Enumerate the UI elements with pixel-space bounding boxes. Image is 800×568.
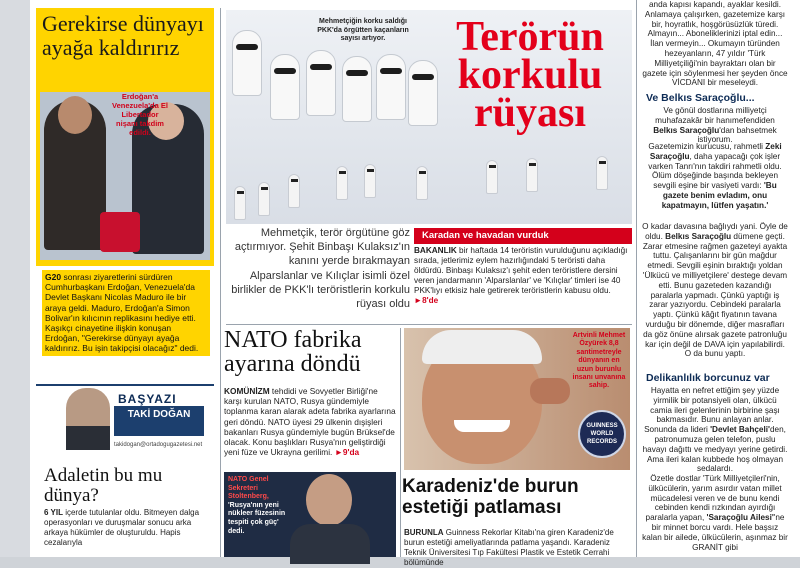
gerekirse-photo-caption: Erdoğan'a Venezuela'da El Libertador nişanı takdim edildi.: [112, 92, 168, 137]
belkis-subhead: Ve Belkıs Saraçoğlu...: [646, 92, 755, 104]
column-divider: [400, 328, 401, 557]
soldier-figure: [232, 30, 262, 96]
soldier-figure: [270, 54, 300, 120]
belkis-text-1: Ve gönül dostlarına milliyetçi muhafazakâr bir hanımefendiden: [655, 106, 775, 125]
gerekirse-headline[interactable]: Gerekirse dünyayı ayağa kaldırırız: [42, 11, 204, 60]
adalet-body-text: içerde tutulanlar oldu. Bitmeyen dalga operasyonları ve duruşmalar sonucu arka arkaya hükümler de oluşturuldu. Hapis cezalarıyla: [44, 508, 200, 547]
saracoglu-ailesi: 'Saraçoğlu Ailesi': [706, 513, 774, 523]
ozyurek-smile: [454, 420, 510, 432]
ski-soldier-mini: [288, 174, 300, 208]
gerekirse-body: [42, 270, 210, 356]
adalet-headline[interactable]: Adaletin bu mu dünya?: [44, 465, 163, 506]
belkis-story-paragraph: [642, 222, 788, 359]
rest-text-1: O kadar davasına bağlıydı yani. Öyle de oldu.: [642, 222, 788, 241]
nato-body-lead: KOMÜNİZM: [224, 386, 270, 396]
zeki-text-1: Gazetemizin kurucusu, rahmetli: [648, 142, 763, 151]
belkis-name: Belkıs Saraçoğlu: [653, 125, 720, 135]
columnist-photo: [66, 388, 110, 450]
nato-caption-part2: 'Rusya'nın yeni nükleer füzesinin tespiti çok güç' dedi.: [228, 501, 286, 535]
basyazi-label: BAŞYAZI: [118, 392, 177, 406]
belkis-paragraph: [642, 106, 788, 145]
columnist-name[interactable]: TAKİ DOĞAN: [114, 406, 204, 436]
ski-soldier-mini: [234, 186, 246, 220]
ozyurek-hair: [422, 330, 542, 364]
nato-photo-caption: [228, 476, 296, 536]
feature-lede: Mehmetçik, terör örgütüne göz açtırmıyor. Şehit Binbaşı Kulaksız'ın kanını yerde bırakmayan Alparslanlar ve Kılıçlar isimli özel birlikler de PKK'lı teröristlerin korkulu rüyası oldu: [231, 227, 410, 311]
columnist-email[interactable]: takidogan@ortadogugazetesi.net: [114, 442, 203, 448]
zeki-text-2: , daha yapacağı çok işler varken Tanrı'nın takdiri rahmetli oldu. Ölüm döşeğinde başında bekleyen sevgili eşine bir vasiyeti vardı:: [648, 151, 782, 191]
column-divider: [220, 8, 221, 557]
soldier-goggles: [380, 68, 402, 74]
delikanlilik-subhead: Delikanlılık borcunuz var: [646, 372, 770, 384]
nato-caption-part1: NATO Genel Sekreteri Stoltenberg,: [228, 476, 269, 501]
nato-headline[interactable]: NATO fabrika ayarına döndü: [224, 327, 362, 377]
soldier-goggles: [346, 70, 368, 76]
soldier-figure: [342, 56, 372, 122]
stoltenberg-face: [306, 474, 352, 526]
sonu-text-1: Hayatta en nefret ettiğim şey yüzde yirmilik bir potansiyeli olan, ülkücü camia ileri gelenlerinin birbirine şaşı bakmasıdır. Bunu anlayan anlar. Sonunda da lideri: [644, 386, 780, 435]
ski-soldier-mini: [596, 156, 608, 190]
karadeniz-body-lead: BURUNLA: [404, 528, 444, 537]
soldier-goggles: [412, 74, 434, 80]
feature-headline[interactable]: Terörün korkulu rüyası: [456, 14, 604, 136]
karadeniz-photo-caption: Artvinli Mehmet Özyürek 8,8 santimetreyle dünyanın en uzun burunlu insanı unvanına sahip.: [572, 332, 626, 390]
karadeniz-body: [404, 528, 632, 568]
guinness-badge-icon: GUINNESS WORLD RECORDS: [578, 410, 626, 458]
adalet-body-lead: 6 YIL: [44, 508, 63, 517]
right-intro: anda kapısı kapandı, ayaklar kesildi. Anlamaya çalışırken, gazetemize karşı bir, hoyratlık, hoşgörüsüzlük türedi. Almayın... Aboneliklerinizi iptal edin... İlan vermeyin... Okumayın türünden hezeyanların, 47 yıldır 'Türk Milliyetçiliği'nin bayraktarı olan bir gazete için söylenmesi her şeyden önce VİCDANI bir meseleydi.: [642, 0, 788, 88]
nato-body: [224, 386, 396, 457]
soldier-goggles: [274, 68, 296, 74]
sonu-text-2: den, patronumuza gelen telefon, puslu havayı dağıttı ve medyayı yerine getirdi. Ama ileri kalan kubbede hoş olmayan sedalardı.: [642, 425, 788, 474]
soldier-goggles: [310, 64, 332, 70]
ozetle-paragraph: [642, 474, 788, 552]
page-gutter: [0, 0, 30, 557]
feature-box-label: Karadan ve havadan vurduk: [414, 228, 632, 244]
nato-body-text: tehdidi ve Sovyetler Birliği'ne karşı kurulan NATO, Rusya gündemiyle toplanma karan alarak adeta fabrika ayarlarına geri döndü. NATO üyesi 29 ülkenin dışişleri bakanları Rusya gündemiyle bugün Brüksel'de olacak. Konu başlıkları Rusya'nın geliştirdiği yeni füze ve Ukrayna gerilimi.: [224, 386, 396, 458]
belkis-name-2: Belkıs Saraçoğlu: [665, 231, 732, 241]
ski-soldier-mini: [486, 160, 498, 194]
delikanlilik-paragraph: [642, 386, 788, 474]
karadeniz-headline[interactable]: Karadeniz'de burun estetiği patlaması: [402, 476, 579, 518]
feature-overlay-caption: Mehmetçiğin korku saldığı PKK'da örgütten kaçanların sayısı artıyor.: [317, 18, 409, 42]
row-divider: [226, 324, 632, 325]
soldier-goggles: [236, 44, 258, 50]
belkis-text-2: 'dan bahsetmek istiyorum.: [697, 125, 777, 145]
page-ref-arrow-icon: ►: [414, 296, 423, 305]
soldier-figure: [306, 50, 336, 116]
ski-soldier-mini: [258, 182, 270, 216]
sonu-text-4: 'ne bir minnet borcu vardı. Hele başsız kalan bir ailede, ülkücülerin, aşınmaz bir GRANİT gibi: [642, 513, 788, 552]
feature-box-lead: BAKANLIK: [414, 246, 457, 255]
gerekirse-body-lead: G20: [45, 272, 62, 282]
ski-soldier-mini: [336, 166, 348, 200]
stoltenberg-suit: [290, 524, 370, 564]
bahceli-name: 'Devlet Bahçeli': [710, 425, 770, 435]
saracoglu-quote: 'Bu gazete benim evladım, onu kapatmayın, lütfen yaşatın.': [661, 181, 777, 210]
column-divider: [636, 0, 637, 557]
nato-page-ref[interactable]: 9'da: [342, 447, 360, 458]
ozyurek-nose: [530, 378, 570, 404]
feature-box-text: [414, 246, 632, 306]
feature-box-body: bir haftada 14 teröristin vurulduğunu açıkladığı sırada, jetlerimiz eylem hazırlığındaki 5 teröristi daha öldürdü. Binbaşı Kulaksız'ı şehit eden teröristlere dersini veren jandarmanın 'Alparslanlar' ve 'Kılıçlar' timleri ise 40 PKK'lıyı etkisiz hale getirerek teröristlerin kabusu oldu.: [414, 246, 628, 295]
karadeniz-body-text: Guinness Rekorlar Kitabı'na giren Karadeniz'de burun estetiği ameliyatlarında patlama yaşandı. Karadeniz Teknik Üniversitesi Tıp Fakültesi Plastik ve Estetik Cerrahi bölümünde: [404, 528, 614, 567]
ski-soldier-mini: [416, 166, 428, 200]
ski-soldier-mini: [364, 164, 376, 198]
gerekirse-body-text: sonrası ziyaretlerini sürdüren Cumhurbaşkanı Erdoğan, Venezuela'da Devlet Başkanı Nicolas Maduro ile bir araya geldi. Maduro, Erdoğan'a Simon Bolivar'ın kılıcının replikasını hediye etti. Kaşıkçı cinayetine ilişkin konuşan Erdoğan, "Gerekirse dünyayı ayağa kaldırırız. Bu işin takipçisi olacağız" dedi.: [45, 272, 199, 354]
sonu-text-3: Özetle dostlar 'Türk Milliyetçileri'nin, ülkücülerin, yarım asırdır vatan millet mücadelesi veren ve de bunu kendi cebinden kendi rızkından ayırdığı paralarla yapan,: [645, 474, 782, 523]
columnist-suit: [66, 426, 110, 450]
soldier-figure: [376, 54, 406, 120]
zeki-name: Zeki Saraçoğlu: [649, 142, 782, 161]
soldier-figure: [408, 60, 438, 126]
adalet-body: [44, 508, 212, 548]
turkish-flag: [100, 212, 140, 252]
feature-page-ref[interactable]: 8'de: [422, 296, 439, 305]
rest-text-2: dümene geçti. Zarar etmesine rağmen gazeteyi ayakta tuttu. Çalışanlarını bir gün mağdur etmedi. Sevgili eşinin bıraktığı yoldan 'Ülkücü ve milliyetçilere' destege devam etti. Bunu gazeteden kazandığı paralarla yapmadı. Çünkü yaptığı iş zarar yazıyordu. Cebindeki paralarla yaptı. Çünkü kâğıt fiyatının tavana vurduğu bir dönemde, diğer masrafları da göz önüne alırsak gazete patronluğu kar için değil de DAVA için yapılabilirdi. O da bunu yaptı.: [642, 231, 788, 359]
maduro-face: [58, 96, 92, 134]
zeki-paragraph: [642, 142, 788, 211]
page-ref-arrow-icon: ►: [334, 447, 343, 458]
ski-soldier-mini: [526, 158, 538, 192]
